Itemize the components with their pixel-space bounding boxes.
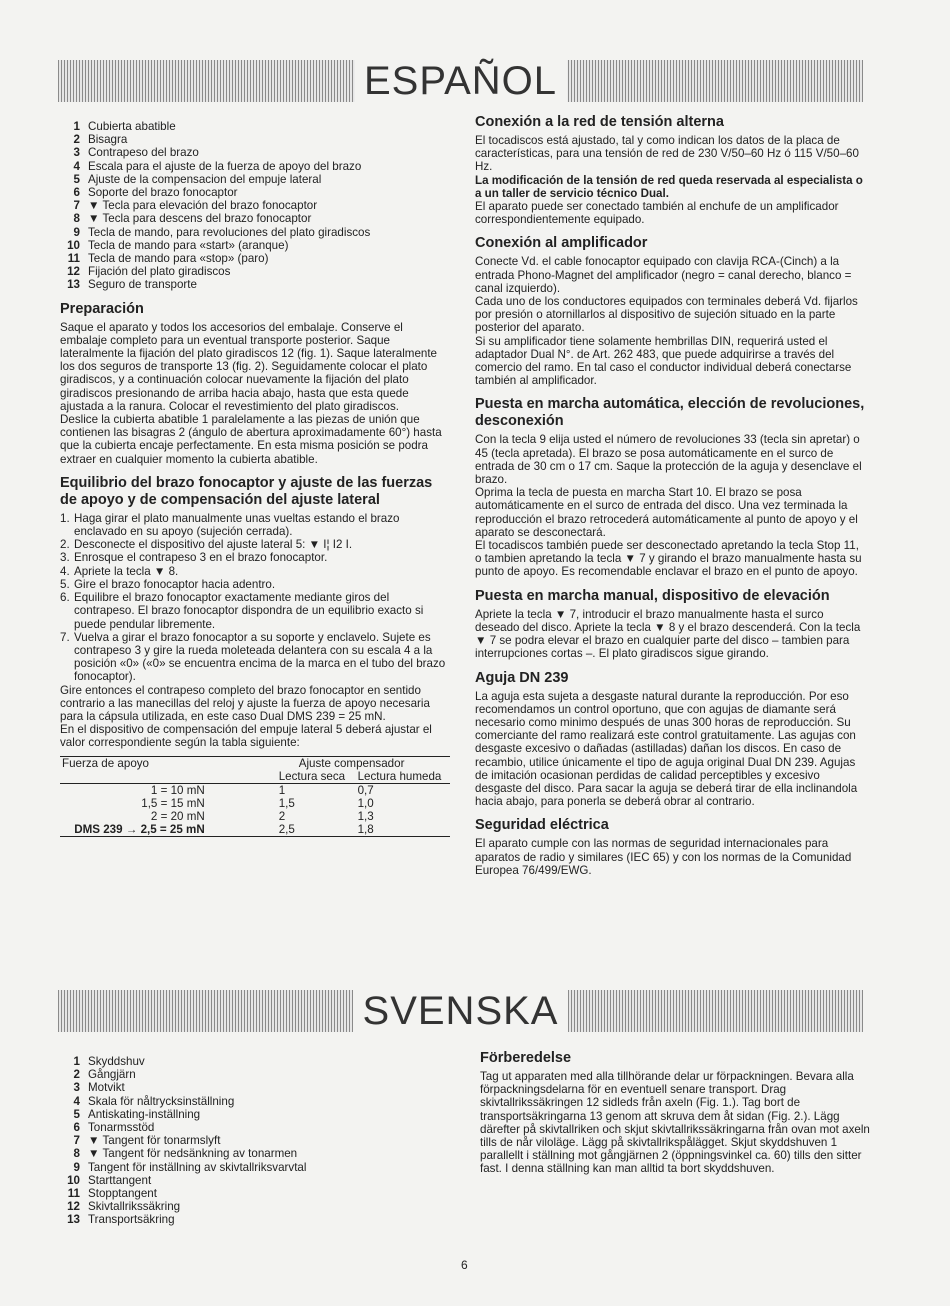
item-text: Tangent för inställning av skivtallriksvarvtal xyxy=(88,1160,307,1174)
list-item xyxy=(60,212,450,225)
paragraph: El aparato puede ser conectado también al enchufe de un amplificador correspondientemente equipado. xyxy=(475,200,839,227)
step-number: 2. xyxy=(60,538,70,552)
item-text: ▼ Tangent för tonarmslyft xyxy=(88,1134,221,1148)
es-right-section xyxy=(475,670,867,809)
sv-left-column xyxy=(60,1055,450,1227)
list-item xyxy=(60,1095,450,1108)
warning-paragraph: La modificación de la tensión de red queda reservada al especialista o a un taller de servicio técnico Dual. xyxy=(475,173,863,200)
item-number: 3 xyxy=(73,146,80,160)
list-item xyxy=(60,265,450,278)
step-number: 1. xyxy=(60,511,70,525)
item-text: Starttangent xyxy=(88,1173,152,1187)
item-number: 11 xyxy=(67,1187,80,1201)
list-item xyxy=(60,186,450,199)
item-number: 7 xyxy=(73,1134,80,1148)
list-item xyxy=(60,1200,450,1213)
list-item xyxy=(60,1108,450,1121)
item-number: 12 xyxy=(67,1200,80,1214)
paragraph: El tocadiscos está ajustado, tal y como indican los datos de la placa de características, para una tensión de red de 230 V/50–60 Hz ó 115 V/50–60 Hz. xyxy=(475,134,859,174)
es-balance-section xyxy=(60,475,450,837)
item-text: Escala para el ajuste de la fuerza de apoyo del brazo xyxy=(88,159,362,173)
section-title: Aguja DN 239 xyxy=(475,669,569,686)
paragraph: Si su amplificador tiene solamente hembrillas DIN, requerirá usted el adaptador Dual N°. de Art. 262 483, que puede adquirirse a través del comercio del ramo. En tal caso el conductor individual deberá conectarse también al amplificador. xyxy=(475,334,852,388)
table-cell: 1 = 10 mN xyxy=(150,783,205,797)
item-text: Transportsäkring xyxy=(88,1213,175,1227)
paragraph: Apriete la tecla ▼ 7, introducir el brazo manualmente hasta el surco deseado del disco. Apriete la tecla ▼ 8 y el brazo descenderá. Con la tecla ▼ 7 se podra elevar el brazo en cualquier parte del disco – tambien para interrupciones cortas –. El plato giradiscos sigue girando. xyxy=(475,607,861,661)
item-number: 13 xyxy=(67,1213,80,1227)
es-right-section xyxy=(475,396,867,578)
es-right-section xyxy=(475,235,867,387)
es-prep-section xyxy=(60,301,450,466)
item-number: 8 xyxy=(73,1147,80,1161)
step-number: 3. xyxy=(60,551,70,565)
es-right-section xyxy=(475,114,867,226)
item-text: ▼ Tangent för nedsänkning av tonarmen xyxy=(88,1147,298,1161)
item-text: Antiskating-inställning xyxy=(88,1107,201,1121)
section-title: Preparación xyxy=(60,300,144,317)
paragraph: Cada uno de los conductores equipados con terminales deberá Vd. fijarlos por presión o atornillarlos al dispositivo de sujeción situado en la parte posterior del aparato. xyxy=(475,295,858,335)
list-item xyxy=(60,173,450,186)
item-number: 3 xyxy=(73,1081,80,1095)
item-text: Contrapeso del brazo xyxy=(88,146,199,160)
item-number: 9 xyxy=(73,225,80,239)
item-number: 11 xyxy=(67,252,80,266)
item-number: 2 xyxy=(73,1068,80,1082)
es-right-section xyxy=(475,817,867,877)
step-text: Equilibre el brazo fonocaptor exactamente mediante giros del contrapeso. El brazo fonocaptor dispondra de un equilibrio exacto si puede pendular libremente. xyxy=(74,591,424,631)
list-item xyxy=(60,252,450,265)
step-text: Haga girar el plato manualmente unas vueltas estando el brazo enclavado en su apoyo (sujeción cerrada). xyxy=(74,511,400,539)
item-number: 1 xyxy=(73,1055,80,1068)
paragraph: Conecte Vd. el cable fonocaptor equipado con clavija RCA-(Cinch) a la entrada Phono-Magnet del amplificador (negro = canal derecho, blanco = canal izquierdo). xyxy=(475,255,852,295)
item-text: Bisagra xyxy=(88,133,128,147)
item-number: 2 xyxy=(73,133,80,147)
step-text: Desconecte el dispositivo del ajuste lateral 5: ▼ I¦ I2 I. xyxy=(74,538,353,552)
table-cell: 2 xyxy=(278,809,286,823)
section-title: Puesta en marcha automática, elección de revoluciones, desconexión xyxy=(475,396,865,430)
item-number: 13 xyxy=(67,278,80,292)
table-cell: 1,5 = 15 mN xyxy=(141,796,205,810)
list-item xyxy=(60,1161,450,1174)
table-row xyxy=(60,783,450,797)
step-number: 4. xyxy=(60,564,70,578)
item-text: Soporte del brazo fonocaptor xyxy=(88,186,238,200)
sv-right-column xyxy=(480,1050,870,1176)
step-number: 6. xyxy=(60,591,70,605)
list-item xyxy=(60,239,450,252)
step-item xyxy=(60,565,450,578)
item-text: Skyddshuv xyxy=(88,1055,145,1068)
sv-parts-list xyxy=(60,1055,450,1227)
item-number: 6 xyxy=(73,186,80,200)
item-number: 10 xyxy=(67,238,80,252)
table-header: Fuerza de apoyo xyxy=(62,756,150,770)
paragraph: Saque el aparato y todos los accesorios del embalaje. Conserve el embalaje completo para un eventual transporte posterior. Saque lateralmente la fijación del plato giradiscos 12 (fig. 1). Saque lateralmente los dos seguros de transporte 13 (fig. 2). Seguidamente colocar el plato giradiscos, y a continuación colocar nuevamente la fijación del plato giradiscos presionando de arriba hacia abajo, hasta que esta quede ajustada a la ranura. Colocar el revestimiento del plato giradiscos. xyxy=(60,320,438,413)
list-item xyxy=(60,1055,450,1068)
step-item xyxy=(60,538,450,551)
page-number: 6 xyxy=(461,1258,468,1272)
force-table xyxy=(60,756,450,837)
item-text: Skala för nåltrycksinställning xyxy=(88,1094,235,1108)
section-title: Equilibrio del brazo fonocaptor y ajuste de las fuerzas de apoyo y de compensación del ajuste lateral xyxy=(60,474,433,508)
table-header: Lectura seca xyxy=(278,769,346,783)
paragraph: Oprima la tecla de puesta en marcha Start 10. El brazo se posa automáticamente en el surco de entrada del disco. Una vez terminada la reproducción el brazo retrocederá automáticamente al punto de apoyo y el aparato se desconectará. xyxy=(475,486,858,539)
es-left-column xyxy=(60,120,450,837)
table-cell: 0,7 xyxy=(357,783,374,797)
table-cell: 1,5 xyxy=(278,796,295,810)
step-number: 7. xyxy=(60,630,70,644)
paragraph: La aguja esta sujeta a desgaste natural durante la reproducción. Por eso recomendamos un control oportuno, que con agujas de diamante será necesario como minimo después de unas 300 horas de reproducción. Su comerciante del ramo realizará este control gratuitamente. Las agujas con desgaste excesivo o dañadas (astilladas) dañan los discos. En caso de recambio, utilice únicamente el tipo de aguja original Dual DN 239. Agujas de imitación ocasionan perdidas de calidad perceptibles y excesivo desgaste del disco. Para sacar la aguja se deberá tirar de ella inclinandola hacia abajo, para ponerla se deberá obrar al contrario. xyxy=(475,689,858,809)
step-item xyxy=(60,512,450,538)
step-item xyxy=(60,591,450,631)
item-text: ▼ Tecla para descens del brazo fonocaptor xyxy=(88,212,312,226)
table-cell: 2,5 xyxy=(278,822,295,836)
item-number: 6 xyxy=(73,1121,80,1135)
item-text: Tecla de mando para «start» (aranque) xyxy=(88,238,289,252)
banner-espanol xyxy=(58,60,863,102)
banner-title: ESPAÑOL xyxy=(354,56,567,106)
list-item xyxy=(60,278,450,291)
item-number: 1 xyxy=(73,120,80,133)
item-text: Stopptangent xyxy=(88,1187,157,1201)
section-title: Conexión a la red de tensión alterna xyxy=(475,114,724,130)
paragraph: Gire entonces el contrapeso completo del brazo fonocaptor en sentido contrario a las manecillas del reloj y ajuste la fuerza de apoyo necesaria para la cápsula utilizada, en este caso Dual DMS 239 = 25 mN. xyxy=(60,683,430,723)
list-item xyxy=(60,1121,450,1134)
table-cell: 1,8 xyxy=(357,822,374,836)
section-title: Puesta en marcha manual, dispositivo de elevación xyxy=(475,587,830,604)
step-text: Gire el brazo fonocaptor hacia adentro. xyxy=(74,577,276,591)
es-parts-list xyxy=(60,120,450,292)
list-item xyxy=(60,1134,450,1147)
item-number: 10 xyxy=(67,1173,80,1187)
section-title: Förberedelse xyxy=(480,1050,572,1066)
es-right-column xyxy=(475,114,867,877)
paragraph: Con la tecla 9 elija usted el número de revoluciones 33 (tecla sin apretar) o 45 (tecla apretada). El brazo se posa automáticamente en el surco de entrada de 30 cm o 17 cm. Saque la protección de la aguja y desenclave el brazo. xyxy=(475,433,862,487)
table-cell: 1,3 xyxy=(357,809,374,823)
item-text: Tecla de mando, para revoluciones del plato giradiscos xyxy=(88,225,371,239)
item-number: 9 xyxy=(73,1160,80,1174)
paragraph: En el dispositivo de compensación del empuje lateral 5 deberá ajustar el valor correspondiente según la tabla siguiente: xyxy=(60,723,432,750)
item-number: 8 xyxy=(73,212,80,226)
list-item xyxy=(60,1081,450,1094)
list-item xyxy=(60,1174,450,1187)
step-item xyxy=(60,551,450,564)
step-text: Apriete la tecla ▼ 8. xyxy=(74,564,179,578)
step-text: Vuelva a girar el brazo fonocaptor a su soporte y enclavelo. Sujete es contrapeso 3 y gire la rueda moleteada delantera con su escala 4 a la posición «0» («0» se encuentra encima de la marca en el tubo del brazo fonocaptor). xyxy=(74,630,446,684)
section-title: Seguridad eléctrica xyxy=(475,817,609,834)
item-text: Tonarmsstöd xyxy=(88,1121,155,1135)
banner-svenska xyxy=(58,990,863,1032)
step-item xyxy=(60,631,450,684)
list-item xyxy=(60,146,450,159)
paragraph: Tag ut apparaten med alla tillhörande delar ur förpackningen. Bevara alla förpackningsdelarna för en eventuell senare transport. Drag skivtallrikssäkringen 12 sidleds från axeln (Fig. 1.). Tag bort de transportsäkringarna 13 genom att skruva dem åt sidan (Fig. 2.). Lägg därefter på skivtallriken och skjut skivtallrikssäkringarna från ovan mot axeln tills de når viloläge. Lägg på skivtallrikspålägget. Skjut skyddshuven 1 parallellt i ställning mot gångjärnen 2 (öppningsvinkel ca. 60) tills den sitter fast. I denna ställning kan man alltid ta bort skyddshuven. xyxy=(480,1070,870,1176)
es-right-section xyxy=(475,588,867,661)
item-text: Motvikt xyxy=(88,1081,125,1095)
list-item xyxy=(60,133,450,146)
paragraph: El aparato cumple con las normas de seguridad internacionales para aparatos de radio y similares (IEC 65) y con los normas de la Comunidad Europea 76/499/EWG. xyxy=(475,837,852,877)
item-number: 12 xyxy=(67,265,80,279)
steps-list xyxy=(60,512,450,684)
table-header: Lectura humeda xyxy=(357,769,442,783)
item-text: Gångjärn xyxy=(88,1068,136,1082)
item-text: ▼ Tecla para elevación del brazo fonocaptor xyxy=(88,199,318,213)
table-cell: 1,0 xyxy=(357,796,374,810)
table-cell: DMS 239 → 2,5 = 25 mN xyxy=(74,822,205,836)
table-row xyxy=(60,823,450,837)
item-number: 5 xyxy=(73,172,80,186)
list-item xyxy=(60,1213,450,1226)
banner-title: SVENSKA xyxy=(353,986,569,1036)
list-item xyxy=(60,1187,450,1200)
list-item xyxy=(60,1147,450,1160)
item-text: Seguro de transporte xyxy=(88,278,197,292)
table-cell: 1 xyxy=(278,783,286,797)
item-number: 5 xyxy=(73,1107,80,1121)
list-item xyxy=(60,199,450,212)
list-item xyxy=(60,1068,450,1081)
step-text: Enrosque el contrapeso 3 en el brazo fonocaptor. xyxy=(74,551,328,565)
item-text: Tecla de mando para «stop» (paro) xyxy=(88,252,269,266)
item-number: 7 xyxy=(73,199,80,213)
item-number: 4 xyxy=(73,159,80,173)
section-title: Conexión al amplificador xyxy=(475,235,648,252)
step-number: 5. xyxy=(60,577,70,591)
table-row xyxy=(60,810,450,823)
list-item xyxy=(60,160,450,173)
step-item xyxy=(60,578,450,591)
item-text: Ajuste de la compensacion del empuje lateral xyxy=(88,172,322,186)
table-row xyxy=(60,797,450,810)
list-item xyxy=(60,120,450,133)
table-header: Ajuste compensador xyxy=(298,756,405,770)
table-cell: 2 = 20 mN xyxy=(150,809,205,823)
list-item xyxy=(60,226,450,239)
paragraph: Deslice la cubierta abatible 1 paralelamente a las piezas de unión que contienen las bisagras 2 (ángulo de abertura aproximadamente 60°) hasta que la cubierta encaje perfectamente. En esta misma posición se podra extraer en cualquier momento la cubierta abatible. xyxy=(60,413,442,466)
item-number: 4 xyxy=(73,1094,80,1108)
item-text: Cubierta abatible xyxy=(88,120,176,133)
item-text: Skivtallrikssäkring xyxy=(88,1200,181,1214)
item-text: Fijación del plato giradiscos xyxy=(88,265,231,279)
paragraph: El tocadiscos también puede ser desconectado apretando la tecla Stop 11, o tambien apretando la tecla ▼ 7 y girando el brazo manualmente hasta su punto de apoyo. Es recomendable enclavar el brazo en el punto de apoyo. xyxy=(475,539,862,579)
